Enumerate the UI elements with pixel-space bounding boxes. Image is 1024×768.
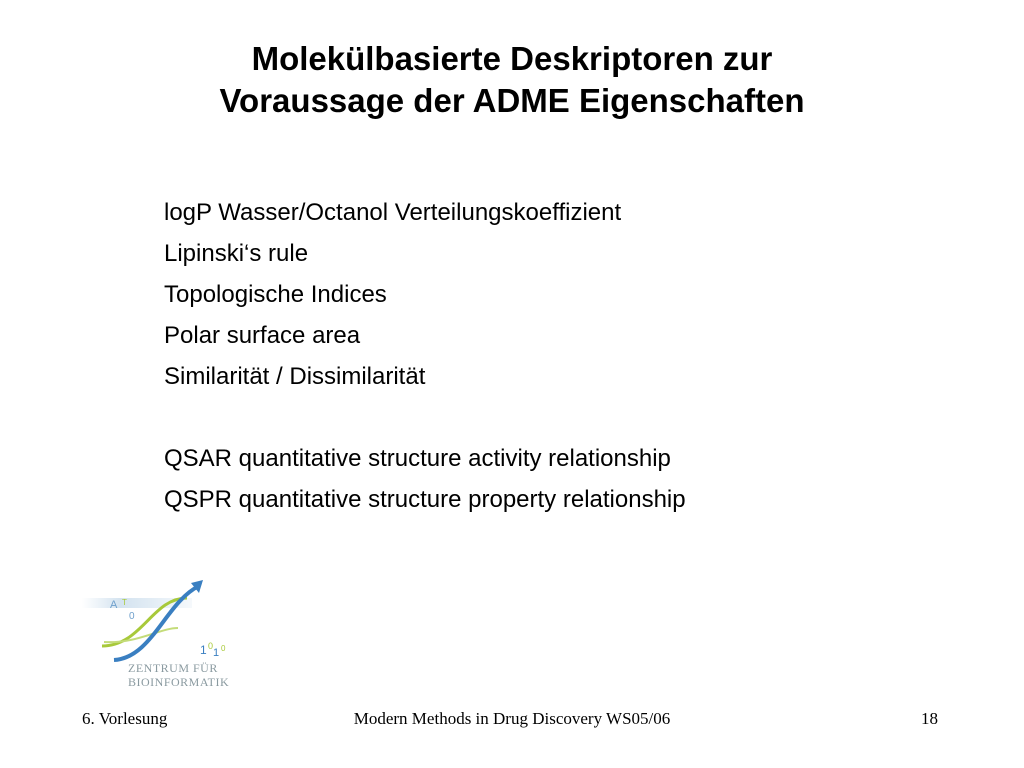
slide-title-line-1: Molekülbasierte Deskriptoren zur <box>251 40 773 77</box>
zentrum-bioinformatik-logo <box>82 572 242 690</box>
slide-title-line-2: Voraussage der ADME Eigenschaften <box>219 82 805 119</box>
list-item: Polar surface area <box>164 322 361 349</box>
logo-glyph: 1 <box>200 643 207 657</box>
list-spacer <box>164 397 964 438</box>
logo-text-line-1: ZENTRUM FÜR <box>128 661 218 675</box>
list-item: QSPR quantitative structure property relationship <box>164 486 686 513</box>
footer-lecture: 6. Vorlesung <box>82 709 168 728</box>
logo-text-line-2: BIOINFORMATIK <box>128 675 230 689</box>
footer-course-title: Modern Methods in Drug Discovery WS05/06 <box>353 709 671 728</box>
logo-graphic <box>82 572 242 690</box>
list-item: QSAR quantitative structure activity relationship <box>164 445 671 472</box>
slide-title <box>0 38 1024 122</box>
logo-glyph: A <box>110 599 118 611</box>
list-item: logP Wasser/Octanol Verteilungskoeffizient <box>164 199 622 226</box>
logo-glyph: 0 <box>129 611 135 622</box>
logo-glyph: 0 <box>221 644 226 653</box>
logo-glyph: 0 <box>208 641 214 651</box>
list-item: Lipinski‘s rule <box>164 240 309 267</box>
logo-green-curve-2 <box>104 628 178 642</box>
content-list <box>164 192 964 520</box>
logo-glyph: 1 <box>213 647 220 659</box>
logo-glyph: T <box>122 598 127 607</box>
list-item: Similarität / Dissimilarität <box>164 363 426 390</box>
list-item: Topologische Indices <box>164 281 387 308</box>
page-number: 18 <box>921 709 938 728</box>
